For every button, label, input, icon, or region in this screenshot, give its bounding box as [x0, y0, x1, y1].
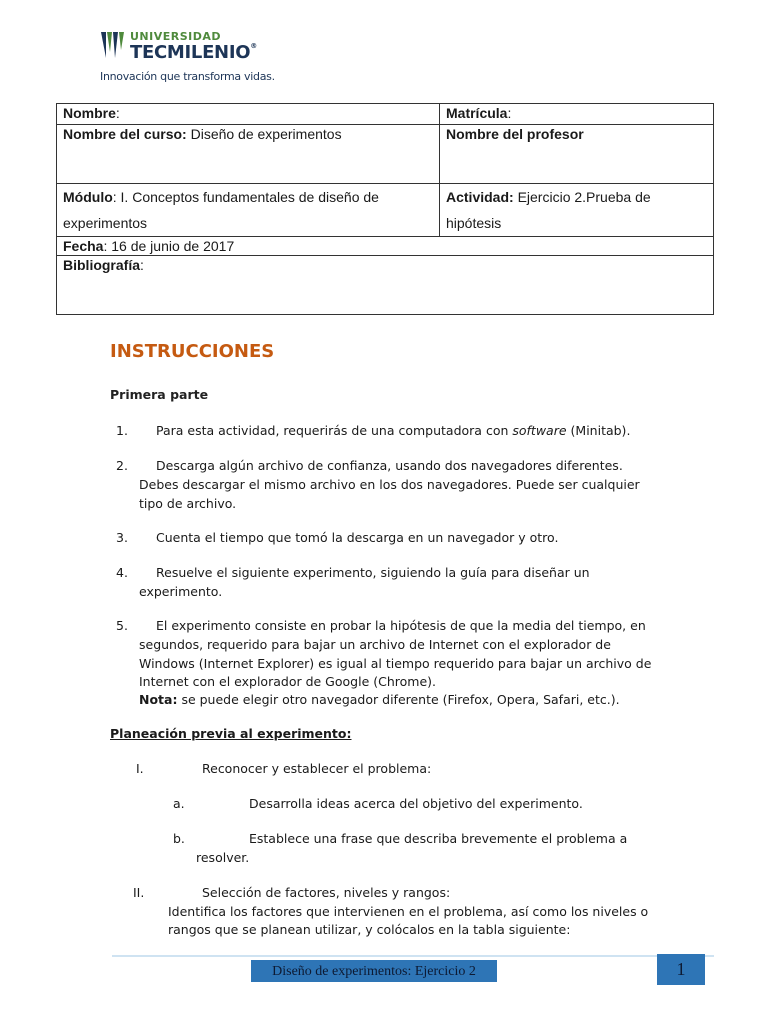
sub-a-letter: a.: [173, 796, 185, 811]
item-1-number: 1.: [116, 423, 128, 438]
page-number: 1: [657, 954, 705, 985]
roman-ii-number: II.: [133, 885, 145, 900]
footer-title: Diseño de experimentos: Ejercicio 2: [251, 960, 497, 982]
roman-i-text: Reconocer y establecer el problema:: [202, 761, 432, 776]
logo-tagline: Innovación que transforma vidas.: [100, 70, 275, 83]
actividad-cell[interactable]: Actividad: Ejercicio 2.Prueba de hipótesis: [440, 184, 714, 237]
nombre-cell[interactable]: Nombre:: [57, 104, 440, 125]
sub-b-text-line2: resolver.: [196, 850, 250, 865]
tecmilenio-logo-icon: [100, 30, 128, 60]
item-5-text-line4: Internet con el explorador de Google (Chrome).: [139, 674, 436, 689]
curso-cell[interactable]: Nombre del curso: Diseño de experimentos: [57, 125, 440, 184]
matricula-cell[interactable]: Matrícula:: [440, 104, 714, 125]
sub-b-text-line1: Establece una frase que describa brevemente el problema a: [249, 831, 628, 846]
student-info-table: [56, 103, 714, 315]
item-3-text: Cuenta el tiempo que tomó la descarga en un navegador y otro.: [156, 530, 559, 545]
roman-ii-desc-line2: rangos que se planean utilizar, y colócalos en la tabla siguiente:: [168, 922, 571, 937]
instructions-heading: INSTRUCCIONES: [110, 341, 275, 362]
sub-a-text: Desarrolla ideas acerca del objetivo del experimento.: [249, 796, 583, 811]
nota-line: Nota: se puede elegir otro navegador diferente (Firefox, Opera, Safari, etc.).: [139, 692, 620, 707]
roman-ii-text: Selección de factores, niveles y rangos:: [202, 885, 451, 900]
footer-divider: [112, 955, 714, 957]
item-2-text-line3: tipo de archivo.: [139, 496, 237, 511]
item-2-text-line2: Debes descargar el mismo archivo en los dos navegadores. Puede ser cualquier: [139, 477, 640, 492]
roman-ii-desc-line1: Identifica los factores que intervienen en el problema, así como los niveles o: [168, 904, 649, 919]
item-4-text-line2: experimento.: [139, 584, 223, 599]
item-3-number: 3.: [116, 530, 128, 545]
bibliografia-cell[interactable]: Bibliografía:: [57, 256, 714, 315]
item-5-text-line2: segundos, requerido para bajar un archivo de Internet con el explorador de: [139, 637, 611, 652]
primera-parte-subheading: Primera parte: [110, 387, 209, 402]
item-1-text: Para esta actividad, requerirás de una computadora con software (Minitab).: [156, 423, 631, 438]
fecha-cell[interactable]: Fecha: 16 de junio de 2017: [57, 237, 714, 256]
item-2-text-line1: Descarga algún archivo de confianza, usando dos navegadores diferentes.: [156, 458, 623, 473]
item-5-text-line3: Windows (Internet Explorer) es igual al tiempo requerido para bajar un archivo de: [139, 656, 652, 671]
planning-heading: Planeación previa al experimento:: [110, 726, 352, 741]
university-logo: [100, 30, 300, 90]
item-5-number: 5.: [116, 618, 128, 633]
item-2-number: 2.: [116, 458, 128, 473]
logo-tecmilenio-text: TECMILENIO®: [130, 42, 257, 63]
modulo-cell[interactable]: Módulo: I. Conceptos fundamentales de diseño de experimentos: [57, 184, 440, 237]
roman-i-number: I.: [136, 761, 144, 776]
profesor-cell[interactable]: Nombre del profesor: [440, 125, 714, 184]
item-4-text-line1: Resuelve el siguiente experimento, siguiendo la guía para diseñar un: [156, 565, 590, 580]
sub-b-letter: b.: [173, 831, 185, 846]
logo-universidad-text: UNIVERSIDAD: [130, 30, 222, 43]
item-4-number: 4.: [116, 565, 128, 580]
item-5-text-line1: El experimento consiste en probar la hipótesis de que la media del tiempo, en: [156, 618, 646, 633]
